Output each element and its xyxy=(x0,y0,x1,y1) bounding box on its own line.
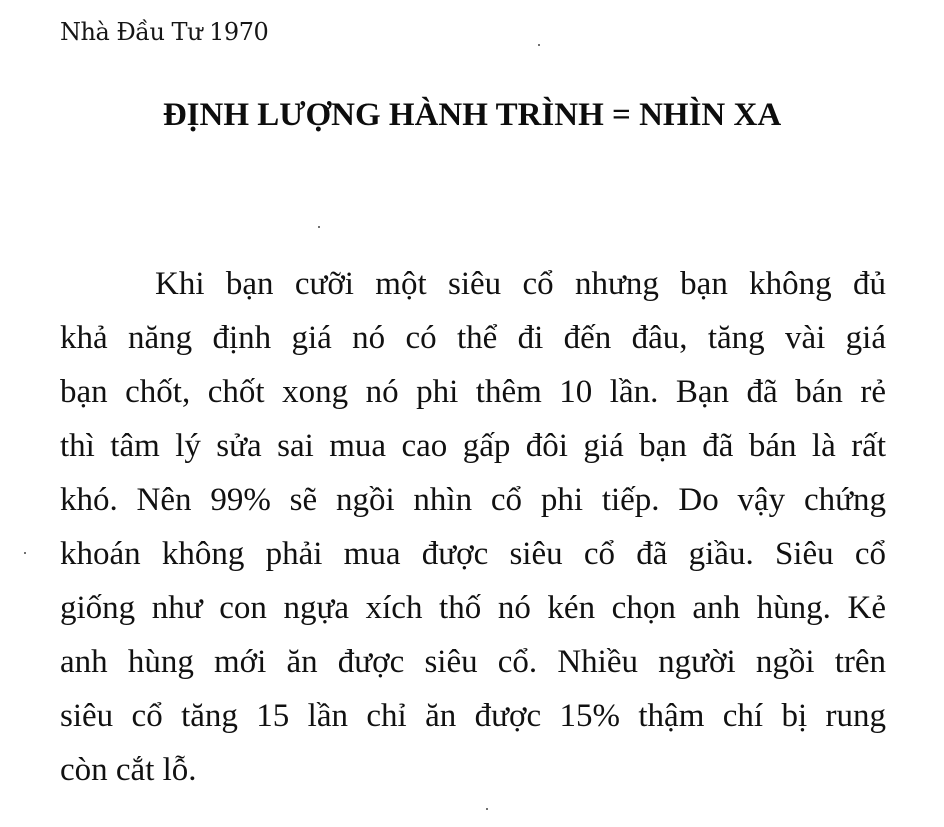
paragraph-line: khả năng định giá nó có thể đi đến đâu, tăng vài giá xyxy=(60,320,886,356)
scan-speck xyxy=(538,44,540,46)
paragraph-line: anh hùng mới ăn được siêu cổ. Nhiều người ngồi trên xyxy=(60,644,886,680)
scan-speck xyxy=(486,808,488,810)
scan-speck xyxy=(24,552,26,554)
paragraph-line: giống như con ngựa xích thố nó kén chọn anh hùng. Kẻ xyxy=(60,590,886,626)
paragraph-line: bạn chốt, chốt xong nó phi thêm 10 lần. Bạn đã bán rẻ xyxy=(60,374,886,410)
paragraph-line: Khi bạn cưỡi một siêu cổ nhưng bạn không đủ xyxy=(155,266,886,302)
paragraph-line: khó. Nên 99% sẽ ngồi nhìn cổ phi tiếp. Do vậy chứng xyxy=(60,482,886,518)
chapter-title: ĐỊNH LƯỢNG HÀNH TRÌNH = NHÌN XA xyxy=(162,97,782,133)
paragraph-line: thì tâm lý sửa sai mua cao gấp đôi giá bạn đã bán là rất xyxy=(60,428,886,464)
paragraph-line: khoán không phải mua được siêu cổ đã giầu. Siêu cổ xyxy=(60,536,886,572)
scan-speck xyxy=(318,226,320,228)
paragraph-line: còn cắt lỗ. xyxy=(60,752,197,788)
paragraph-line: siêu cổ tăng 15 lần chỉ ăn được 15% thậm chí bị rung xyxy=(60,698,886,734)
running-header: Nhà Đầu Tư 1970 xyxy=(60,18,269,46)
